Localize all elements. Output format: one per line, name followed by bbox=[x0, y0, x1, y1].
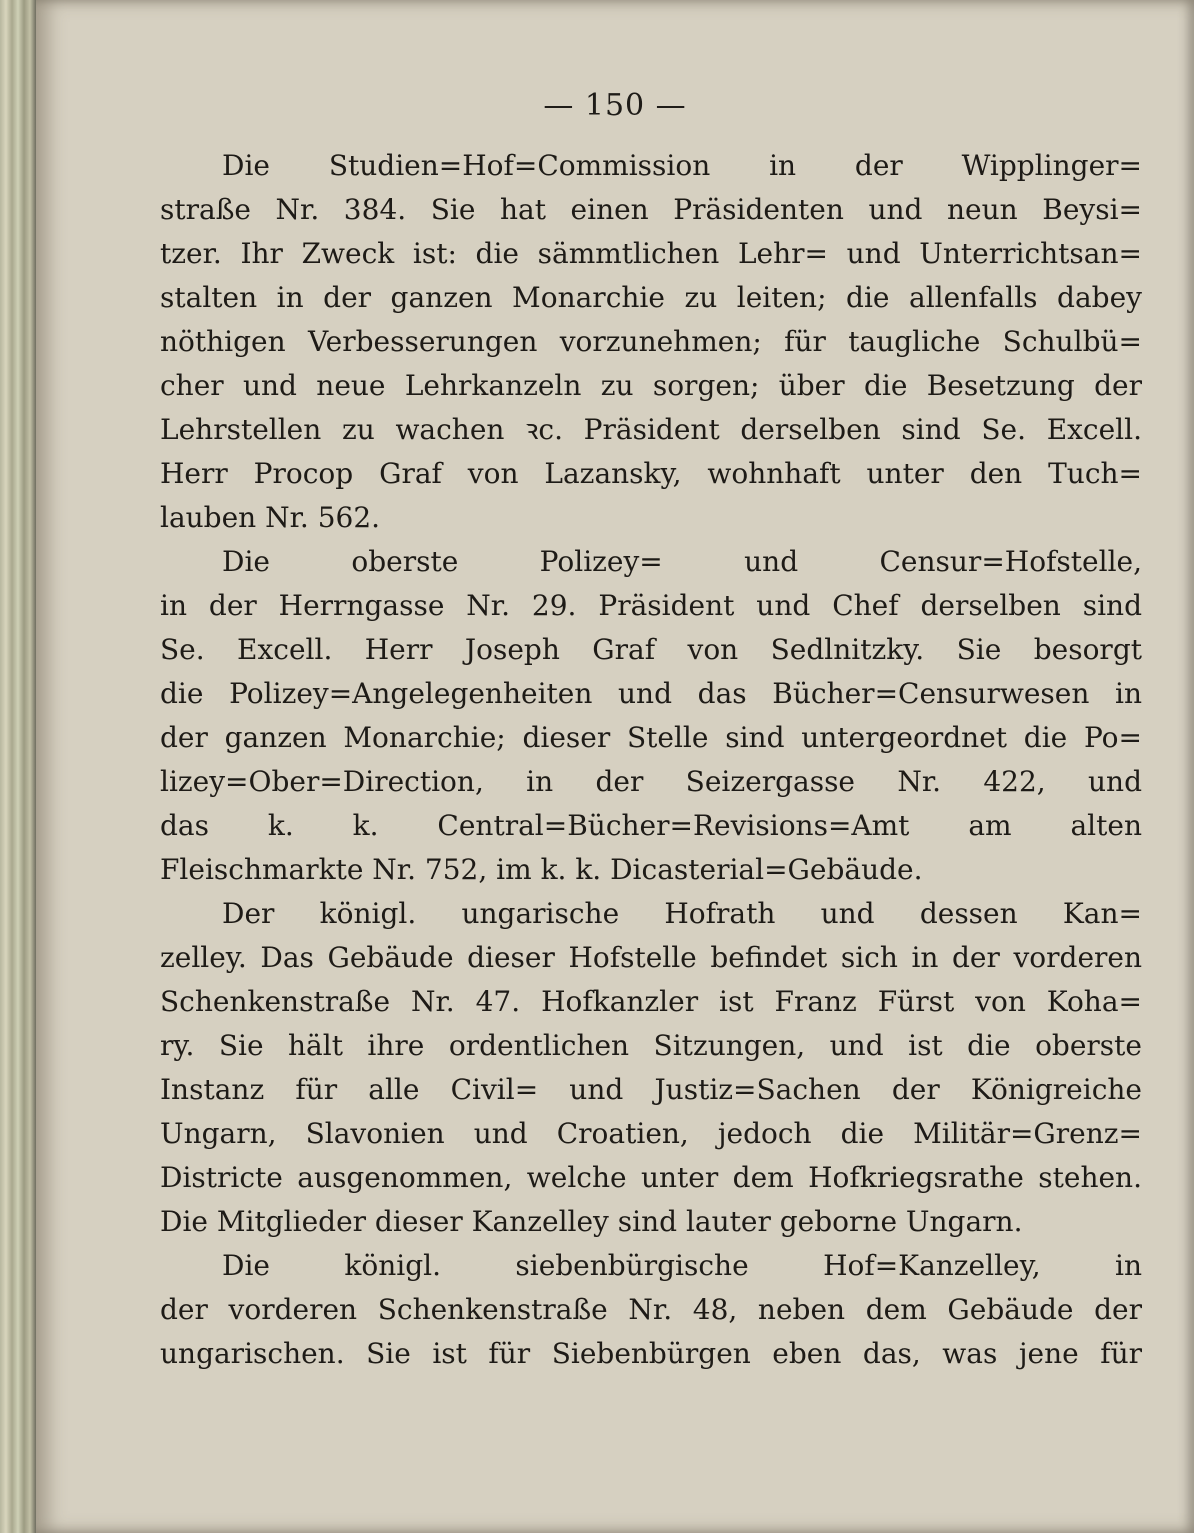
text-line: die Polizey=Angelegenheiten und das Bücher=Censurwesen in bbox=[160, 677, 1142, 710]
text-line: Die Mitglieder dieser Kanzelley sind lauter geborne Ungarn. bbox=[160, 1205, 1023, 1238]
text-line: lizey=Ober=Direction, in der Seizergasse Nr. 422, und bbox=[160, 765, 1142, 798]
text-line: lauben Nr. 562. bbox=[160, 501, 381, 534]
text-line: tzer. Ihr Zweck ist: die sämmtlichen Lehr= und Unterrichtsan= bbox=[160, 237, 1142, 270]
text-line: Instanz für alle Civil= und Justiz=Sachen der Königreiche bbox=[160, 1073, 1142, 1106]
text-line: Der königl. ungarische Hofrath und dessen Kan= bbox=[222, 897, 1142, 930]
page-number: — 150 — bbox=[543, 88, 687, 123]
text-line: der ganzen Monarchie; dieser Stelle sind untergeordnet die Po= bbox=[160, 721, 1142, 754]
text-line: Se. Excell. Herr Joseph Graf von Sedlnitzky. Sie besorgt bbox=[160, 633, 1142, 666]
text-line: Fleischmarkte Nr. 752, im k. k. Dicasterial=Gebäude. bbox=[160, 853, 923, 886]
text-line: stalten in der ganzen Monarchie zu leiten; die allenfalls dabey bbox=[160, 281, 1142, 314]
text-line: nöthigen Verbesserungen vorzunehmen; für taugliche Schulbü= bbox=[160, 325, 1142, 358]
text-line: Die Studien=Hof=Commission in der Wipplinger= bbox=[222, 149, 1142, 182]
text-line: Ungarn, Slavonien und Croatien, jedoch die Militär=Grenz= bbox=[160, 1117, 1142, 1150]
text-line: Schenkenstraße Nr. 47. Hofkanzler ist Franz Fürst von Koha= bbox=[160, 985, 1142, 1018]
text-line: der vorderen Schenkenstraße Nr. 48, neben dem Gebäude der bbox=[160, 1293, 1142, 1326]
text-line: ungarischen. Sie ist für Siebenbürgen eben das, was jene für bbox=[160, 1337, 1142, 1370]
text-line: Die königl. siebenbürgische Hof=Kanzelley, in bbox=[222, 1249, 1142, 1282]
text-line: Lehrstellen zu wachen ꝛc. Präsident derselben sind Se. Excell. bbox=[160, 413, 1142, 446]
page-body-text bbox=[160, 144, 1142, 1376]
text-line: cher und neue Lehrkanzeln zu sorgen; über die Besetzung der bbox=[160, 369, 1142, 402]
book-gutter bbox=[0, 0, 36, 1533]
text-line: Districte ausgenommen, welche unter dem Hofkriegsrathe stehen. bbox=[160, 1161, 1142, 1194]
text-line: Herr Procop Graf von Lazansky, wohnhaft unter den Tuch= bbox=[160, 457, 1142, 490]
book-page bbox=[36, 0, 1194, 1533]
text-line: ry. Sie hält ihre ordentlichen Sitzungen, und ist die oberste bbox=[160, 1029, 1142, 1062]
text-line: das k. k. Central=Bücher=Revisions=Amt am alten bbox=[160, 809, 1142, 842]
text-line: straße Nr. 384. Sie hat einen Präsidenten und neun Beysi= bbox=[160, 193, 1142, 226]
text-line: in der Herrngasse Nr. 29. Präsident und Chef derselben sind bbox=[160, 589, 1142, 622]
text-line: zelley. Das Gebäude dieser Hofstelle befindet sich in der vorderen bbox=[160, 941, 1142, 974]
text-line: Die oberste Polizey= und Censur=Hofstelle, bbox=[222, 545, 1142, 578]
